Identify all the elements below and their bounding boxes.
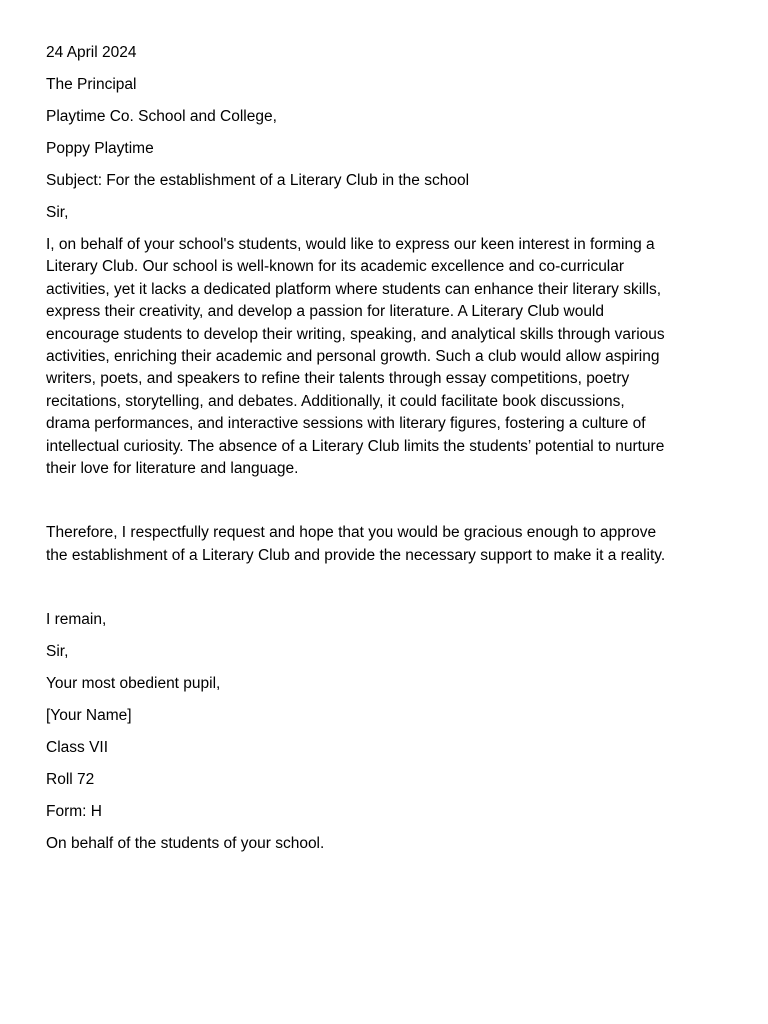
- letter-page: [46, 42, 726, 865]
- body-line: their love for literature and language.: [46, 460, 299, 478]
- request-paragraph: [46, 522, 726, 567]
- request-line: the establishment of a Literary Club and provide the necessary support to make it a reality.: [46, 546, 666, 564]
- body-line: encourage students to develop their writing, speaking, and analytical skills through various: [46, 325, 665, 343]
- recipient-title: The Principal: [46, 76, 137, 93]
- salutation: Sir,: [46, 204, 69, 221]
- recipient-institution: Playtime Co. School and College,: [46, 108, 277, 125]
- letter-date: 24 April 2024: [46, 44, 137, 61]
- recipient-location: Poppy Playtime: [46, 140, 154, 157]
- body-paragraph: [46, 234, 726, 480]
- body-line: recitations, storytelling, and debates. Additionally, it could facilitate book discussions,: [46, 392, 625, 410]
- closing-remain: I remain,: [46, 611, 107, 629]
- closing-block: [46, 609, 726, 855]
- closing-valediction: Your most obedient pupil,: [46, 675, 221, 693]
- closing-behalf: On behalf of the students of your school.: [46, 835, 325, 853]
- body-line: activities, yet it lacks a dedicated platform where students can enhance their literary skills,: [46, 280, 662, 298]
- body-line: I, on behalf of your school's students, would like to express our keen interest in forming a: [46, 236, 655, 253]
- body-line: Literary Club. Our school is well-known for its academic excellence and co-curricular: [46, 258, 625, 276]
- closing-sir: Sir,: [46, 643, 69, 661]
- sender-class: Class VII: [46, 739, 109, 757]
- sender-roll: Roll 72: [46, 771, 95, 789]
- body-line: activities, enriching their academic and personal growth. Such a club would allow aspiring: [46, 348, 660, 366]
- body-line: drama performances, and interactive sessions with literary figures, fostering a culture of: [46, 415, 646, 433]
- body-line: express their creativity, and develop a passion for literature. A Literary Club would: [46, 303, 604, 321]
- request-line: Therefore, I respectfully request and hope that you would be gracious enough to approve: [46, 524, 657, 542]
- sender-name: [Your Name]: [46, 707, 132, 725]
- sender-form: Form: H: [46, 803, 102, 821]
- body-line: intellectual curiosity. The absence of a Literary Club limits the students’ potential to nurture: [46, 437, 665, 455]
- letter-subject: Subject: For the establishment of a Literary Club in the school: [46, 172, 470, 189]
- body-line: writers, poets, and speakers to refine their talents through essay competitions, poetry: [46, 370, 630, 388]
